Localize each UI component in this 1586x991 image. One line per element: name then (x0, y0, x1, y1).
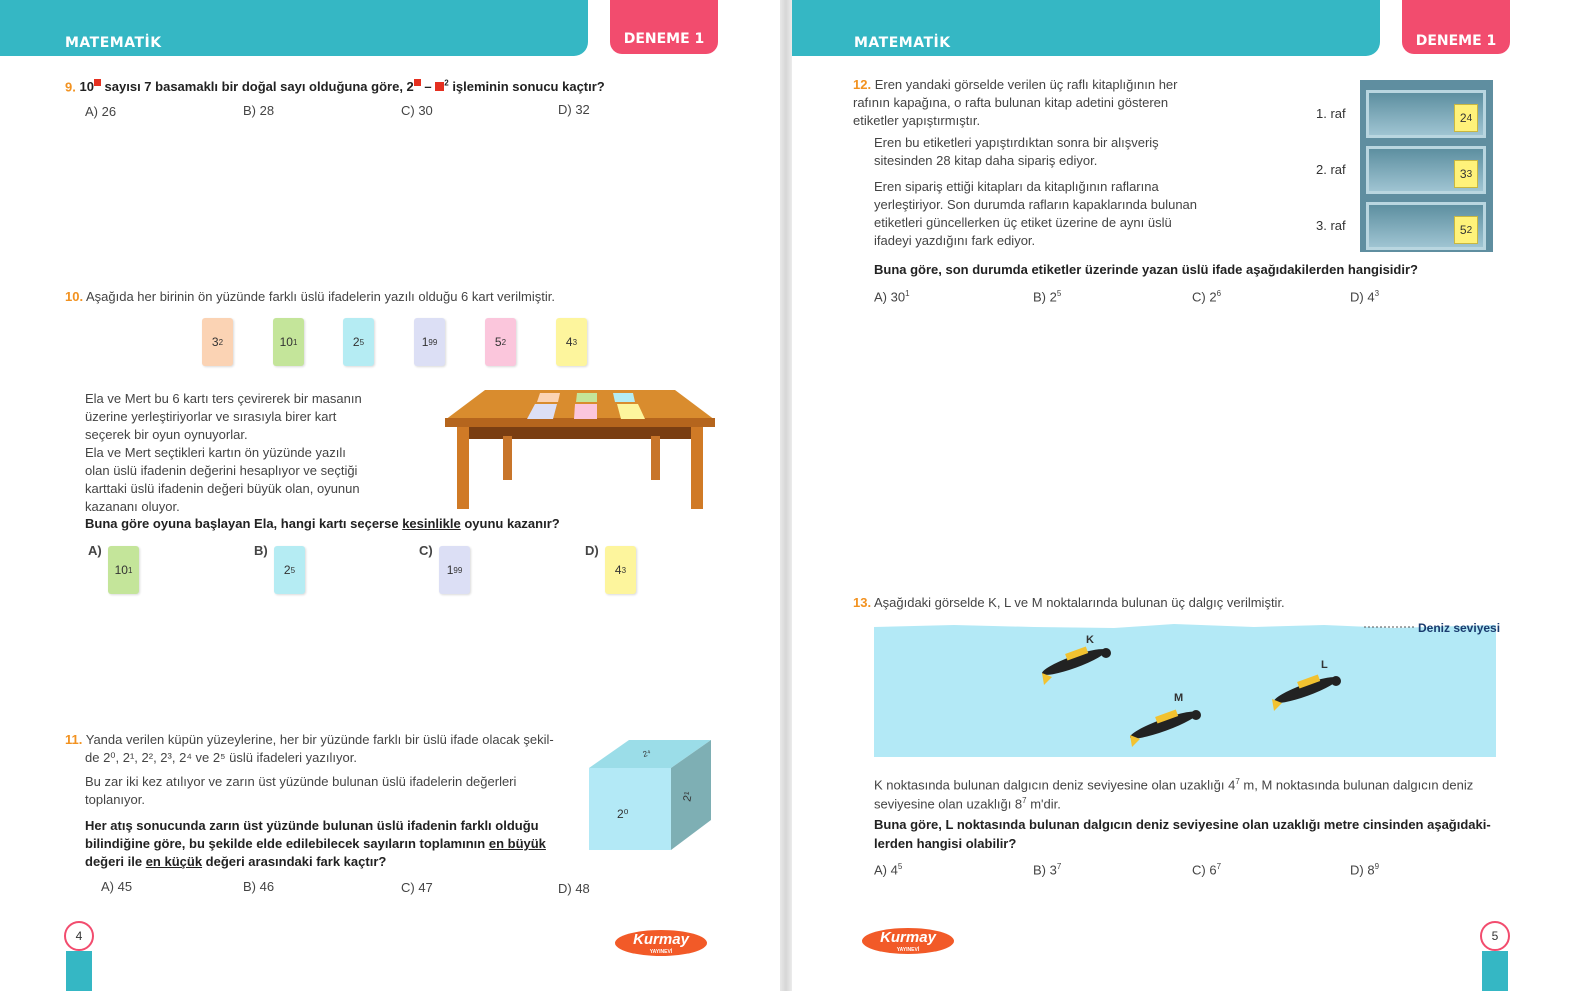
subject-title: MATEMATİK (65, 35, 162, 51)
shelf-name: 3. raf (1316, 218, 1346, 233)
expression-card (343, 318, 374, 366)
option-card[interactable] (439, 546, 470, 594)
option-card[interactable] (274, 546, 305, 594)
option-c[interactable]: C) 30 (401, 103, 433, 118)
question-13-line2: seviyesine olan uzaklığı $8^7$ m'dir. (874, 796, 1061, 812)
base-text: B) 3 (1033, 862, 1057, 878)
base-text: 2 (352, 335, 360, 349)
option-c[interactable]: C) 47 (401, 880, 433, 895)
base-text: A) 4 (874, 862, 898, 878)
question-11-prompt: Her atış sonucunda zarın üst yüzünde bulunan üslü ifadenin farklı olduğu bilindiğine göre, bu şekilde elde edilebilecek sayıların toplamının en büyük değeri ile en küçük değeri arasındaki fark kaçtır? (85, 818, 546, 869)
page-number-bar (66, 951, 92, 991)
expression-card (202, 318, 233, 366)
diver-label-k: K (1086, 634, 1094, 646)
page-number: 5 (1480, 921, 1510, 951)
question-12-para1: 12. Eren yandaki görselde verilen üç raflı kitaplığının her rafının kapağına, o rafta bulunan kitap adetini gösteren etiketler yapıştırmıştır. (853, 77, 1178, 128)
question-10-para2: Ela ve Mert seçtikleri kartın ön yüzünde yazılı olan üslü ifadenin değerini hesaplıyor ve seçtiği karttaki üslü ifadenin değeri büyük olan, oyunun kazananı oluyor. (85, 445, 360, 514)
cube-front-label: 2⁰ (617, 807, 629, 821)
expression-card (556, 318, 587, 366)
shelf-label-tag (1454, 216, 1478, 244)
option-b[interactable]: B) 28 (243, 103, 275, 118)
option-a[interactable] (874, 289, 910, 304)
question-12-prompt: Buna göre, son durumda etiketler üzerinde yazan üslü ifade aşağıdakilerden hangisidir? (874, 262, 1418, 277)
shelf-label-tag (1454, 104, 1478, 132)
option-c[interactable] (1192, 862, 1221, 877)
exponent-text: 7 (1056, 862, 1062, 871)
exponent-text: 1 (905, 289, 910, 298)
cube-side-label: 2¹ (681, 790, 695, 803)
base-text: C) 6 (1192, 862, 1217, 878)
page-number-bar (1482, 951, 1508, 991)
question-12-para2: Eren bu etiketleri yapıştırdıktan sonra bir alışveriş sitesinden 28 kitap daha sipariş ediyor. (874, 135, 1159, 168)
option-label[interactable]: C) (419, 543, 433, 558)
diver-label-l: L (1321, 659, 1328, 671)
cube-illustration (585, 738, 715, 854)
expression-card (273, 318, 304, 366)
option-a[interactable] (874, 862, 902, 877)
option-d[interactable]: D) 48 (558, 881, 590, 896)
exponent-text: 2 (218, 337, 224, 347)
question-13-prompt-line2: lerden hangisi olabilir? (874, 836, 1017, 851)
shelf-label-tag (1454, 160, 1478, 188)
publisher-logo: Kurmay YAYINEVİ (862, 928, 954, 954)
exponent-text: 5 (290, 565, 296, 575)
exponent-text: 3 (1374, 289, 1380, 298)
option-a[interactable]: A) 26 (85, 104, 117, 119)
question-12-para3: Eren sipariş ettiği kitapları da kitaplığının raflarına yerleştiriyor. Son durumda rafların kapaklarında bulunan etiketleri güncellerken üç etiket üzerine de aynı üslü ifadeyi yazdığını fark ediyor. (874, 179, 1198, 248)
base-text: A) 30 (874, 289, 906, 305)
exponent-text: 99 (428, 337, 438, 347)
diver-label-m: M (1174, 692, 1184, 704)
option-card[interactable] (108, 546, 139, 594)
question-13-intro: 13. Aşağıdaki görselde K, L ve M noktalarında bulunan üç dalgıç verilmiştir. (853, 595, 1285, 610)
option-d[interactable]: D) 32 (558, 102, 590, 117)
exponent-text: 4 (1466, 112, 1473, 124)
exponent-text: 9 (1374, 862, 1380, 871)
exam-tab: DENEME 1 (610, 0, 718, 54)
base-text: C) 2 (1192, 289, 1217, 305)
expression-card (414, 318, 445, 366)
exponent-text: 5 (897, 862, 903, 871)
base-text: 4 (565, 335, 573, 349)
exponent-text: 2 (1466, 224, 1473, 236)
page-number: 4 (64, 921, 94, 951)
sea-level-label: Deniz seviyesi (1418, 621, 1501, 635)
exponent-text: 1 (292, 337, 298, 347)
base-text: 4 (614, 563, 622, 577)
exponent-text: 3 (572, 337, 578, 347)
sea-illustration (874, 615, 1499, 760)
question-13-prompt-line1: Buna göre, L noktasında bulunan dalgıcın deniz seviyesine olan uzaklığı metre cinsinden aşağıdaki- (874, 817, 1491, 832)
exponent-text: 7 (1216, 862, 1222, 871)
exponent-text: 6 (1216, 289, 1222, 298)
base-text: 2 (283, 563, 291, 577)
exponent-text: 5 (359, 337, 365, 347)
right-page (792, 0, 1586, 991)
shelf-name: 2. raf (1316, 162, 1346, 177)
exponent-text: 5 (1056, 289, 1062, 298)
option-card[interactable] (605, 546, 636, 594)
base-text: 1 (421, 335, 429, 349)
book-spine (780, 0, 792, 991)
exponent-text: 3 (621, 565, 627, 575)
exponent-text: 99 (453, 565, 463, 575)
base-text: 5 (494, 335, 502, 349)
base-text: 3 (1459, 167, 1467, 181)
option-label[interactable]: B) (254, 543, 268, 558)
option-d[interactable] (1350, 289, 1379, 304)
exponent-text: 1 (127, 565, 133, 575)
table-illustration (445, 388, 720, 513)
question-11-para2: Bu zar iki kez atılıyor ve zarın üst yüzünde bulunan üslü ifadelerin değerleri toplanıyor. (85, 774, 517, 807)
base-text: D) 8 (1350, 862, 1375, 878)
base-text: 3 (211, 335, 219, 349)
question-13-line1: K noktasında bulunan dalgıcın deniz seviyesine olan uzaklığı $4^7$ m, M noktasında bulunan dalgıcın deniz (874, 777, 1474, 793)
base-text: 1 (446, 563, 454, 577)
base-text: D) 4 (1350, 289, 1375, 305)
base-text: 5 (1459, 223, 1467, 237)
exam-tab: DENEME 1 (1402, 0, 1510, 54)
question-11-line1: 11. Yanda verilen küpün yüzeylerine, her bir yüzünde farklı bir üslü ifade olacak şekil- (65, 732, 554, 747)
question-11-line2: de 2⁰, 2¹, 2², 2³, 2⁴ ve 2⁵ üslü ifadeleri yazılıyor. (85, 750, 357, 765)
exponent-text: 2 (501, 337, 507, 347)
expression-card (485, 318, 516, 366)
option-d[interactable] (1350, 862, 1379, 877)
option-label[interactable]: D) (585, 543, 599, 558)
left-page (0, 0, 780, 991)
shelf-name: 1. raf (1316, 106, 1346, 121)
question-10-prompt: Buna göre oyuna başlayan Ela, hangi kartı seçerse kesinlikle oyunu kazanır? (85, 516, 560, 531)
publisher-logo: Kurmay YAYINEVİ (615, 930, 707, 956)
option-b[interactable]: B) 46 (243, 879, 275, 894)
exponent-text: 3 (1466, 168, 1473, 180)
base-text: 2 (1459, 111, 1467, 125)
subject-title: MATEMATİK (854, 35, 951, 51)
option-label[interactable]: A) (88, 543, 102, 558)
cube-top-label: 2⁴ (641, 748, 652, 759)
base-text: 10 (279, 335, 293, 349)
question-9: 9. 10 sayısı 7 basamaklı bir doğal sayı olduğuna göre, 2 – $^2$ işleminin sonucu kaçtır? (65, 79, 605, 95)
option-a[interactable]: A) 45 (101, 879, 133, 894)
option-b[interactable] (1033, 289, 1061, 304)
question-10-intro: 10. Aşağıda her birinin ön yüzünde farklı üslü ifadelerin yazılı olduğu 6 kart verilmiştir. (65, 289, 555, 304)
question-10-para1: Ela ve Mert bu 6 kartı ters çevirerek bir masanın üzerine yerleştiriyorlar ve sırasıyla birer kart seçerek bir oyun oynuyorlar. (85, 391, 362, 442)
option-c[interactable] (1192, 289, 1221, 304)
base-text: 10 (114, 563, 128, 577)
option-b[interactable] (1033, 862, 1061, 877)
base-text: B) 2 (1033, 289, 1057, 305)
